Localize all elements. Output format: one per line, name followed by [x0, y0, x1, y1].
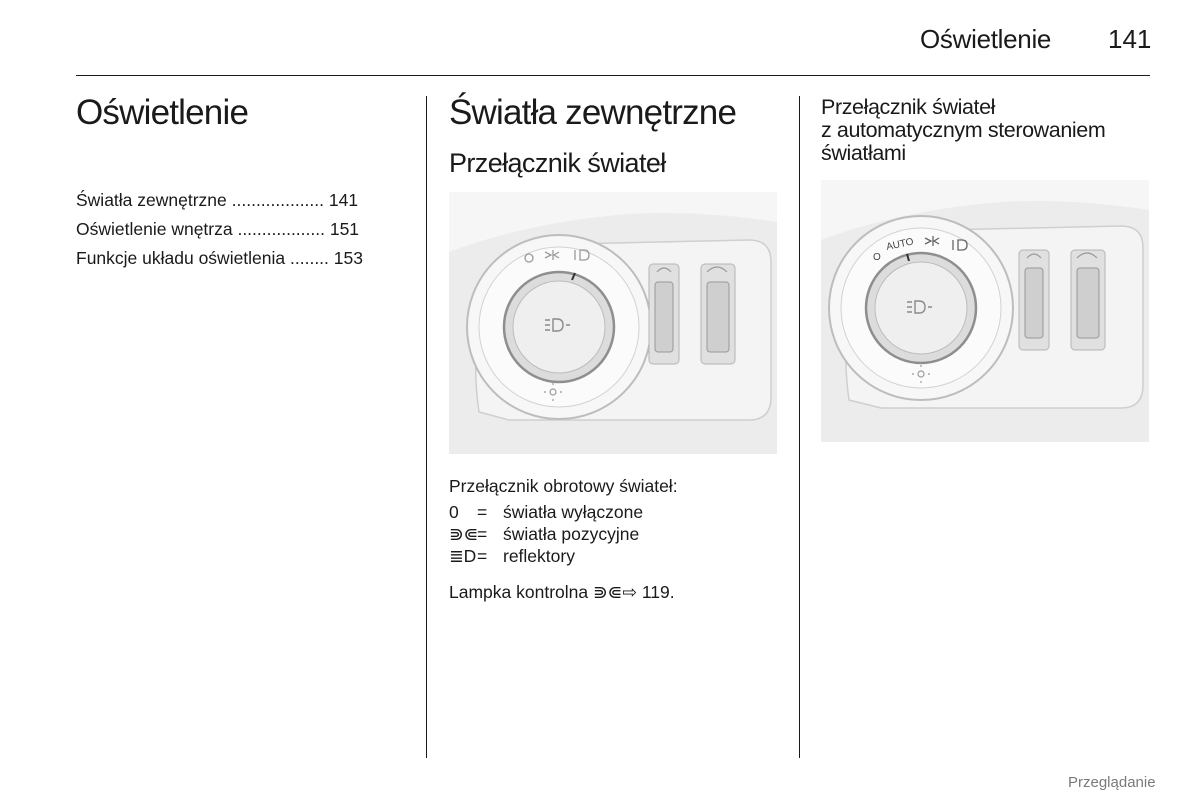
side-lights-icon: ⋑⋐: [593, 582, 623, 602]
section-title: Światła zewnętrzne: [449, 93, 737, 132]
column-divider: [799, 96, 800, 758]
symbol-legend: [449, 501, 779, 567]
page-link-arrow-icon[interactable]: ⇨: [622, 582, 637, 602]
toc-label: Światła zewnętrzne ................... 141: [76, 190, 359, 210]
page-number: 141: [1108, 24, 1152, 54]
legend-row: ⋑⋐ = światła pozycyjne: [449, 524, 640, 544]
header-divider: [76, 75, 1150, 76]
subsection-title: Przełącznik świateł z automatycznym sterowaniem światłami: [821, 95, 1106, 165]
headlights-icon: ≣D: [449, 546, 477, 566]
legend-row: 0 = światła wyłączone: [449, 502, 644, 522]
right-column: [821, 92, 1151, 447]
light-switch-illustration: [449, 192, 777, 454]
section-subtitle: Przełącznik świateł: [449, 148, 666, 178]
chapter-title: Oświetlenie: [76, 93, 249, 132]
middle-column: [449, 92, 779, 603]
toc-label: Oświetlenie wnętrza .................. 151: [76, 219, 360, 239]
dial-auto-label: AUTO: [885, 236, 915, 253]
legend-row: ≣D = reflektory: [449, 546, 575, 566]
toc-entry[interactable]: [76, 244, 406, 273]
side-lights-icon: ⋑⋐: [449, 524, 479, 544]
switch-caption: Przełącznik obrotowy świateł:: [449, 476, 678, 496]
footer-label: Przeglądanie: [1068, 774, 1156, 791]
left-column: [76, 92, 406, 273]
table-of-contents: [76, 186, 406, 273]
toc-label: Funkcje układu oświetlenia ........ 153: [76, 248, 363, 268]
lights-off-icon: 0: [449, 502, 459, 522]
dial-off-label: O: [873, 252, 881, 263]
column-divider: [426, 96, 427, 758]
auto-light-switch-illustration: [821, 180, 1149, 442]
reference-page[interactable]: 119.: [641, 582, 675, 602]
toc-entry[interactable]: [76, 215, 406, 244]
header-title: Oświetlenie: [920, 24, 1052, 54]
indicator-reference: Lampka kontrolna ⋑⋐⇨ 119.: [449, 582, 675, 602]
toc-entry[interactable]: [76, 186, 406, 215]
